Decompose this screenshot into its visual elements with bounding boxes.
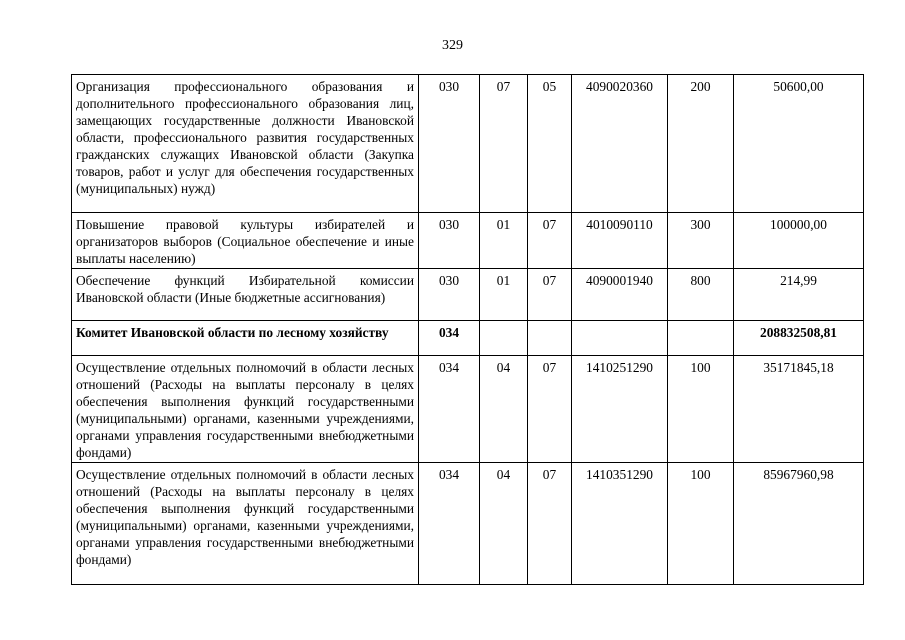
row-description: Осуществление отдельных полномочий в области лесных отношений (Расходы на выплаты персоналу в целях обеспечения выполнения функций государственными (муниципальными) органами, казенными учреждениями, органами управления государственными внебюджетными фондами) [72,356,419,463]
row-subsection-code: 07 [528,213,572,269]
row-expense-type: 100 [668,356,734,463]
row-admin-code: 030 [419,75,480,213]
row-expense-type: 800 [668,269,734,321]
row-subsection-code: 07 [528,269,572,321]
row-description: Осуществление отдельных полномочий в области лесных отношений (Расходы на выплаты персоналу в целях обеспечения выполнения функций государственными (муниципальными) органами, казенными учреждениями, органами управления государственными внебюджетными фондами) [72,463,419,585]
row-target-article: 1410251290 [572,356,668,463]
row-amount: 208832508,81 [734,321,864,356]
table-row [72,463,864,585]
table-row [72,213,864,269]
row-expense-type: 100 [668,463,734,585]
row-expense-type [668,321,734,356]
row-subsection-code: 07 [528,356,572,463]
table-row [72,75,864,213]
row-amount: 100000,00 [734,213,864,269]
row-subsection-code: 05 [528,75,572,213]
row-description: Комитет Ивановской области по лесному хозяйству [72,321,419,356]
table-row-section-header [72,321,864,356]
row-target-article: 4010090110 [572,213,668,269]
row-amount: 35171845,18 [734,356,864,463]
row-section-code: 04 [480,356,528,463]
row-subsection-code: 07 [528,463,572,585]
row-expense-type: 200 [668,75,734,213]
table-row [72,356,864,463]
row-target-article [572,321,668,356]
row-admin-code: 030 [419,269,480,321]
row-subsection-code [528,321,572,356]
table-row [72,269,864,321]
row-target-article: 1410351290 [572,463,668,585]
row-target-article: 4090001940 [572,269,668,321]
row-target-article: 4090020360 [572,75,668,213]
row-section-code: 01 [480,269,528,321]
page-number: 329 [442,38,463,53]
row-section-code [480,321,528,356]
row-expense-type: 300 [668,213,734,269]
row-amount: 214,99 [734,269,864,321]
row-admin-code: 030 [419,213,480,269]
row-section-code: 04 [480,463,528,585]
row-admin-code: 034 [419,321,480,356]
row-section-code: 07 [480,75,528,213]
budget-table-body [72,75,864,585]
row-amount: 85967960,98 [734,463,864,585]
row-section-code: 01 [480,213,528,269]
row-admin-code: 034 [419,356,480,463]
budget-table [71,74,864,585]
row-description: Повышение правовой культуры избирателей и организаторов выборов (Социальное обеспечение и иные выплаты населению) [72,213,419,269]
row-amount: 50600,00 [734,75,864,213]
row-admin-code: 034 [419,463,480,585]
row-description: Обеспечение функций Избирательной комиссии Ивановской области (Иные бюджетные ассигнования) [72,269,419,321]
row-description: Организация профессионального образования и дополнительного профессионального образования лиц, замещающих государственные должности Ивановской области, профессионального развития государственных гражданских служащих Ивановской области (Закупка товаров, работ и услуг для обеспечения государственных (муниципальных) нужд) [72,75,419,213]
